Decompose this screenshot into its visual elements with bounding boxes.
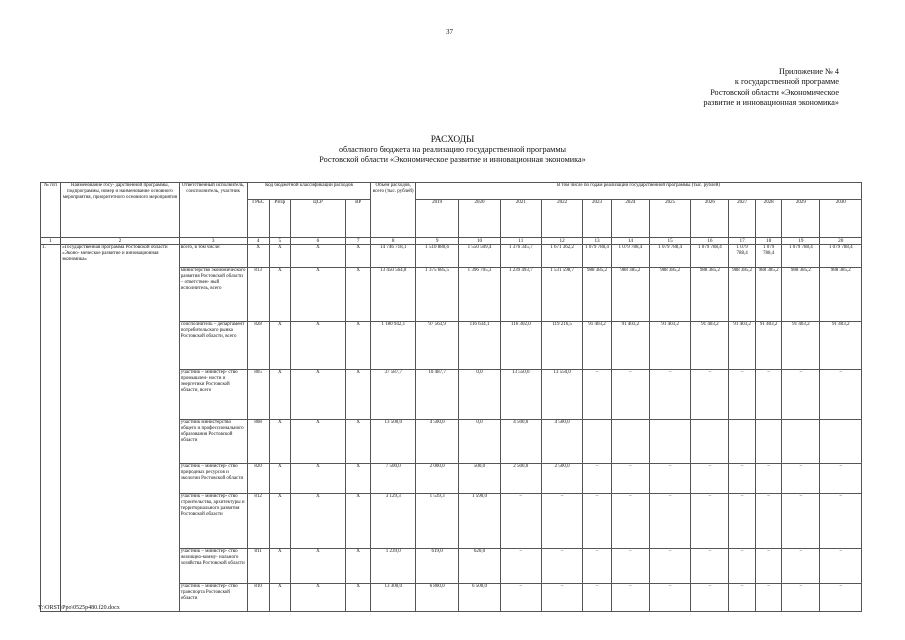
row-year-value: – bbox=[583, 370, 612, 420]
row-year-value: 10 487,7 bbox=[415, 370, 458, 420]
row-executor: всего, в том числе: bbox=[179, 245, 247, 268]
row-year-value: – bbox=[820, 494, 862, 549]
row-year-value: 1 079 788,4 bbox=[691, 245, 729, 268]
row-vr: X bbox=[345, 494, 370, 549]
header-rzpr: РзПр bbox=[269, 200, 290, 238]
row-year-value: 1 550 509,4 bbox=[459, 245, 500, 268]
row-year-value: 91 403,2 bbox=[820, 322, 862, 370]
column-index: 2 bbox=[61, 238, 180, 245]
row-year-value: 1 079 788,4 bbox=[649, 245, 690, 268]
row-vr: X bbox=[345, 322, 370, 370]
row-year-value: 91 403,2 bbox=[755, 322, 781, 370]
page-number: 37 bbox=[446, 28, 453, 36]
row-executor: участник – министер- ство строительства, архитектуры и территориального развития Ростовской области bbox=[179, 494, 247, 549]
row-year-value: 6 800,0 bbox=[415, 584, 458, 612]
title-line: областного бюджета на реализацию государственной программы bbox=[338, 145, 567, 154]
row-year-value bbox=[729, 420, 755, 464]
row-year-value: – bbox=[755, 584, 781, 612]
row-csr: X bbox=[290, 245, 345, 268]
row-year-value: 988 385,2 bbox=[820, 268, 862, 322]
row-year-value: – bbox=[820, 464, 862, 494]
column-index: 8 bbox=[371, 238, 415, 245]
row-csr: X bbox=[290, 549, 345, 584]
row-year-value: 119 216,5 bbox=[541, 322, 582, 370]
header-vr: ВР bbox=[345, 200, 370, 238]
row-grbs: 808 bbox=[247, 420, 269, 464]
row-year-value: – bbox=[755, 370, 781, 420]
row-year-value: – bbox=[729, 584, 755, 612]
row-year-value: 1 376 345,7 bbox=[500, 245, 541, 268]
row-year-value: – bbox=[541, 549, 582, 584]
column-index: 14 bbox=[611, 238, 649, 245]
row-vr: X bbox=[345, 584, 370, 612]
row-year-value bbox=[691, 420, 729, 464]
row-grbs: 828 bbox=[247, 322, 269, 370]
row-grbs: X bbox=[247, 245, 269, 268]
row-year-value: 0,0 bbox=[459, 370, 500, 420]
row-year-value: – bbox=[649, 494, 690, 549]
row-year-value: 619,0 bbox=[415, 549, 458, 584]
row-year-value: 1 539,3 bbox=[415, 494, 458, 549]
appendix-line: Приложение № 4 bbox=[779, 67, 839, 76]
row-year-value: – bbox=[691, 584, 729, 612]
row-year-value: – bbox=[820, 584, 862, 612]
row-year-value: – bbox=[583, 549, 612, 584]
row-year-value: 4 500,0 bbox=[541, 420, 582, 464]
column-index: 10 bbox=[459, 238, 500, 245]
row-year-value: 91 403,2 bbox=[583, 322, 612, 370]
row-year-value: 1 590,0 bbox=[459, 494, 500, 549]
row-year-value: – bbox=[541, 494, 582, 549]
row-year-value: – bbox=[691, 370, 729, 420]
row-year-value: – bbox=[611, 370, 649, 420]
row-csr: X bbox=[290, 464, 345, 494]
program-number: 1. bbox=[41, 245, 61, 612]
row-year-value: – bbox=[782, 464, 820, 494]
row-executor: участник – министер- ство промышлен- ности и энергетики Ростовской области, всего bbox=[179, 370, 247, 420]
header-year: 2023 bbox=[583, 200, 612, 238]
row-year-value: 1 531 598,7 bbox=[541, 268, 582, 322]
row-vr: X bbox=[345, 370, 370, 420]
row-rzpr: X bbox=[269, 322, 290, 370]
row-year-value: 988 385,2 bbox=[583, 268, 612, 322]
program-name: «Государственная программа Ростовской области «Эконо- мическое развитие и инновационная экономика» bbox=[61, 245, 180, 612]
row-year-value: 988 385,2 bbox=[782, 268, 820, 322]
header-year: 2030 bbox=[820, 200, 862, 238]
row-year-value: – bbox=[782, 370, 820, 420]
column-index: 7 bbox=[345, 238, 370, 245]
column-index: 4 bbox=[247, 238, 269, 245]
row-year-value: 1 079 788,4 bbox=[729, 245, 755, 268]
header-year: 2019 bbox=[415, 200, 458, 238]
row-rzpr: X bbox=[269, 494, 290, 549]
row-year-value: 1 079 788,4 bbox=[583, 245, 612, 268]
title-main: РАСХОДЫ bbox=[430, 135, 475, 145]
row-year-value: 2 500,0 bbox=[500, 464, 541, 494]
row-grbs: 811 bbox=[247, 549, 269, 584]
row-year-value: 116 302,0 bbox=[500, 322, 541, 370]
row-grbs: 805 bbox=[247, 370, 269, 420]
row-year-value: 1 396 705,3 bbox=[459, 268, 500, 322]
row-total: 13 500,0 bbox=[371, 420, 415, 464]
row-year-value bbox=[820, 420, 862, 464]
row-year-value: – bbox=[729, 494, 755, 549]
row-year-value: – bbox=[782, 584, 820, 612]
row-csr: X bbox=[290, 322, 345, 370]
row-executor: участник – министер- ство жилищно-комму- нального хозяйства Ростовской области bbox=[179, 549, 247, 584]
column-index: 3 bbox=[179, 238, 247, 245]
column-index: 11 bbox=[500, 238, 541, 245]
header-year: 2029 bbox=[782, 200, 820, 238]
row-year-value: 1 510 880,6 bbox=[415, 245, 458, 268]
row-year-value: – bbox=[649, 464, 690, 494]
row-year-value: 1 375 685,5 bbox=[415, 268, 458, 322]
row-year-value: – bbox=[649, 549, 690, 584]
row-year-value: 4 500,0 bbox=[500, 420, 541, 464]
row-executor: министерство экономического развития Ростовской области – ответствен- ный исполнитель, всего bbox=[179, 268, 247, 322]
row-year-value: 988 385,2 bbox=[611, 268, 649, 322]
header-year: 2026 bbox=[691, 200, 729, 238]
column-index: 9 bbox=[415, 238, 458, 245]
row-year-value: – bbox=[500, 549, 541, 584]
column-index: 20 bbox=[820, 238, 862, 245]
row-year-value: – bbox=[500, 494, 541, 549]
row-year-value: 500,0 bbox=[459, 464, 500, 494]
row-year-value: – bbox=[691, 549, 729, 584]
header-by-years: В том числе по годам реализации государственной программы (тыс. рублей) bbox=[415, 183, 861, 200]
column-index: 17 bbox=[729, 238, 755, 245]
row-csr: X bbox=[290, 420, 345, 464]
row-year-value: – bbox=[500, 584, 541, 612]
row-executor: участник – министер- ство транспорта Ростовской области bbox=[179, 584, 247, 612]
header-no: № п/п bbox=[41, 183, 61, 238]
column-index: 19 bbox=[782, 238, 820, 245]
row-total: 3 129,3 bbox=[371, 494, 415, 549]
row-executor: участник министерство общего и профессионального образования Ростовской области bbox=[179, 420, 247, 464]
row-year-value: 91 403,2 bbox=[649, 322, 690, 370]
row-year-value: 4 500,0 bbox=[415, 420, 458, 464]
row-year-value: 988 385,2 bbox=[691, 268, 729, 322]
row-total: 37 587,7 bbox=[371, 370, 415, 420]
row-csr: X bbox=[290, 584, 345, 612]
row-grbs: 812 bbox=[247, 494, 269, 549]
row-rzpr: X bbox=[269, 549, 290, 584]
row-vr: X bbox=[345, 420, 370, 464]
row-year-value: – bbox=[541, 584, 582, 612]
row-year-value: – bbox=[729, 464, 755, 494]
row-year-value: – bbox=[755, 549, 781, 584]
row-total: 1 239,0 bbox=[371, 549, 415, 584]
header-year: 2020 bbox=[459, 200, 500, 238]
row-csr: X bbox=[290, 370, 345, 420]
row-year-value: 13 550,0 bbox=[541, 370, 582, 420]
row-year-value: 988 385,2 bbox=[649, 268, 690, 322]
row-year-value: 0,0 bbox=[459, 420, 500, 464]
row-year-value: – bbox=[755, 464, 781, 494]
row-year-value: – bbox=[583, 494, 612, 549]
header-executor: Ответственный исполнитель, соисполнитель, участник bbox=[179, 183, 247, 238]
document-title bbox=[0, 135, 905, 165]
header-name: Наименование госу- дарственной программы, подпрограммы, номер и наименование основного мероприятия, приоритетного основного мероприятия bbox=[61, 183, 180, 238]
expenses-table bbox=[40, 182, 862, 612]
row-year-value: 97 563,9 bbox=[415, 322, 458, 370]
row-year-value: – bbox=[782, 549, 820, 584]
row-total: 13 300,0 bbox=[371, 584, 415, 612]
row-grbs: 820 bbox=[247, 464, 269, 494]
header-year: 2022 bbox=[541, 200, 582, 238]
row-rzpr: X bbox=[269, 245, 290, 268]
row-vr: X bbox=[345, 245, 370, 268]
row-year-value: 620,0 bbox=[459, 549, 500, 584]
row-year-value: – bbox=[649, 584, 690, 612]
column-index: 12 bbox=[541, 238, 582, 245]
row-vr: X bbox=[345, 464, 370, 494]
header-grbs: ГРБС bbox=[247, 200, 269, 238]
row-vr: X bbox=[345, 268, 370, 322]
row-year-value: 1 079 788,4 bbox=[755, 245, 781, 268]
row-year-value: 13 550,0 bbox=[500, 370, 541, 420]
row-grbs: 810 bbox=[247, 584, 269, 612]
appendix-line: развитие и инновационная экономика» bbox=[703, 98, 839, 108]
footer-path: Y:\ORST\Ppo\0525p480.f20.docx bbox=[38, 605, 120, 611]
appendix-line: к государственной программе bbox=[734, 77, 839, 87]
row-year-value: 988 385,2 bbox=[729, 268, 755, 322]
row-vr: X bbox=[345, 549, 370, 584]
row-year-value: – bbox=[611, 549, 649, 584]
row-year-value: 2 500,0 bbox=[541, 464, 582, 494]
row-year-value: 1 079 788,4 bbox=[820, 245, 862, 268]
column-index: 1 bbox=[41, 238, 61, 245]
row-year-value: 988 385,2 bbox=[755, 268, 781, 322]
row-year-value: 91 403,2 bbox=[729, 322, 755, 370]
column-index: 18 bbox=[755, 238, 781, 245]
row-grbs: 813 bbox=[247, 268, 269, 322]
column-index: 15 bbox=[649, 238, 690, 245]
row-csr: X bbox=[290, 268, 345, 322]
row-year-value: – bbox=[583, 464, 612, 494]
column-index: 6 bbox=[290, 238, 345, 245]
row-rzpr: X bbox=[269, 420, 290, 464]
row-year-value: 1 079 788,4 bbox=[782, 245, 820, 268]
row-rzpr: X bbox=[269, 268, 290, 322]
appendix-line: Ростовской области «Экономическое bbox=[710, 87, 839, 97]
row-rzpr: X bbox=[269, 370, 290, 420]
row-total: 7 500,0 bbox=[371, 464, 415, 494]
row-csr: X bbox=[290, 494, 345, 549]
header-csr: ЦСР bbox=[290, 200, 345, 238]
header-year: 2021 bbox=[500, 200, 541, 238]
row-year-value bbox=[583, 420, 612, 464]
header-year: 2025 bbox=[649, 200, 690, 238]
row-year-value: – bbox=[691, 494, 729, 549]
row-executor: соисполнитель – департамент потребительского рынка Ростовской области, всего bbox=[179, 322, 247, 370]
column-index: 13 bbox=[583, 238, 612, 245]
row-total: 14 746 718,1 bbox=[371, 245, 415, 268]
row-year-value: – bbox=[649, 370, 690, 420]
row-executor: участник – министер- ство природных ресурсов и экологии Ростовской области bbox=[179, 464, 247, 494]
header-total: Объем расходов, всего (тыс. рублей) bbox=[371, 183, 415, 238]
row-year-value: – bbox=[729, 370, 755, 420]
row-year-value: – bbox=[691, 464, 729, 494]
row-year-value: – bbox=[820, 549, 862, 584]
row-year-value: 116 634,1 bbox=[459, 322, 500, 370]
row-year-value: 91 403,2 bbox=[782, 322, 820, 370]
row-year-value: – bbox=[755, 494, 781, 549]
row-year-value bbox=[782, 420, 820, 464]
row-rzpr: X bbox=[269, 584, 290, 612]
row-year-value: – bbox=[820, 370, 862, 420]
header-year: 2024 bbox=[611, 200, 649, 238]
table-row bbox=[41, 245, 862, 268]
row-year-value: – bbox=[611, 584, 649, 612]
header-year: 2028 bbox=[755, 200, 781, 238]
row-year-value bbox=[611, 420, 649, 464]
row-year-value bbox=[649, 420, 690, 464]
row-year-value: 2 000,0 bbox=[415, 464, 458, 494]
row-year-value: – bbox=[729, 549, 755, 584]
appendix-label bbox=[703, 67, 839, 109]
row-year-value: – bbox=[611, 464, 649, 494]
column-index: 16 bbox=[691, 238, 729, 245]
row-year-value: 91 403,2 bbox=[611, 322, 649, 370]
row-year-value: – bbox=[611, 494, 649, 549]
header-year: 2027 bbox=[729, 200, 755, 238]
row-year-value: 1 671 362,2 bbox=[541, 245, 582, 268]
row-total: 13 450 564,8 bbox=[371, 268, 415, 322]
row-year-value: 91 403,2 bbox=[691, 322, 729, 370]
column-index: 5 bbox=[269, 238, 290, 245]
row-total: 1 180 942,1 bbox=[371, 322, 415, 370]
row-year-value: 1 239 493,7 bbox=[500, 268, 541, 322]
row-rzpr: X bbox=[269, 464, 290, 494]
row-year-value: – bbox=[782, 494, 820, 549]
title-line: Ростовской области «Экономическое развитие и инновационная экономика» bbox=[319, 155, 586, 164]
row-year-value bbox=[755, 420, 781, 464]
header-codes: Код бюджетной классификации расходов bbox=[247, 183, 371, 200]
row-year-value: 1 079 788,4 bbox=[611, 245, 649, 268]
row-year-value: 6 500,0 bbox=[459, 584, 500, 612]
row-year-value: – bbox=[583, 584, 612, 612]
